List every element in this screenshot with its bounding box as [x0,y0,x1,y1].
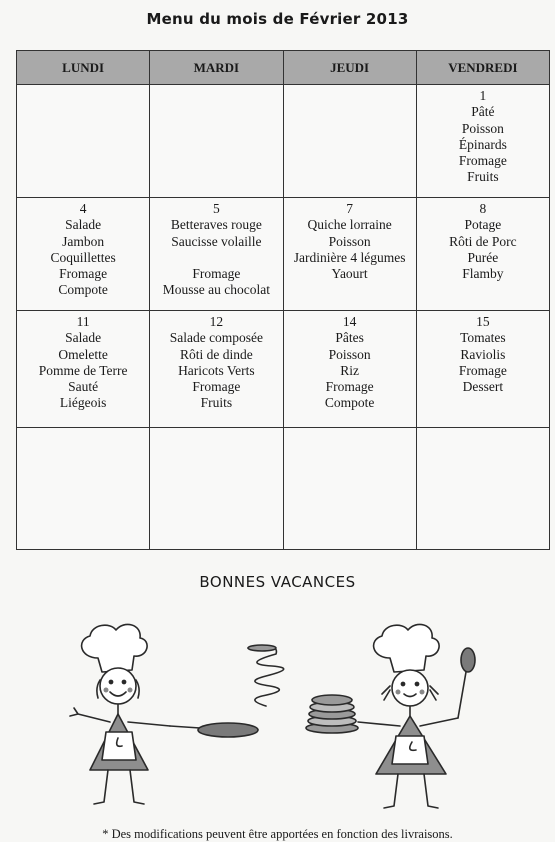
menu-item: Potage [464,217,502,233]
menu-item: Salade [65,330,102,346]
right-chef-hat-icon [374,624,440,672]
menu-item: Coquillettes [50,249,116,265]
menu-date: 15 [476,314,490,329]
menu-item: Poisson [328,346,371,362]
menu-date: 11 [76,314,90,329]
menu-item: Fromage [458,362,507,378]
menu-item: Riz [340,362,359,378]
frying-pan-icon [170,726,200,728]
menu-item: Fromage [192,379,241,395]
menu-day-cell [416,85,549,198]
menu-item: Fruits [200,395,233,411]
menu-table [16,50,550,550]
menu-day-cell [416,311,549,428]
day-header-monday: LUNDI [17,51,150,85]
menu-item: Pâté [471,104,495,120]
menu-day-cell [17,85,150,198]
menu-day-cell [416,428,549,550]
menu-item: Épinards [458,136,507,152]
menu-item: Haricots Verts [178,362,255,378]
menu-day-cell [17,311,150,428]
menu-item: Tomates [460,330,506,346]
menu-item [152,250,280,266]
menu-date: 5 [213,201,220,216]
menu-date: 14 [342,314,357,329]
menu-day-cell [283,428,416,550]
holiday-message: BONNES VACANCES [199,573,356,591]
menu-item: Compote [324,395,375,411]
menu-item: Purée [467,249,499,265]
left-chef-face-icon [100,668,136,704]
menu-item: Yaourt [331,266,368,282]
menu-item: Quiche lorraine [307,217,392,233]
menu-day-cell [150,428,283,550]
menu-date: 1 [479,88,487,103]
menu-item: Fromage [192,266,241,282]
menu-day-cell [283,85,416,198]
page-title: Menu du mois de Février 2013 [146,10,409,28]
menu-item: Omelette [58,346,108,362]
menu-item: Mousse au chocolat [162,282,270,298]
left-chef-hat-icon [82,624,148,672]
menu-day-cell [283,198,416,311]
menu-item: Sauté [68,379,99,395]
menu-item: Fromage [325,379,374,395]
menu-item: Pâtes [335,330,364,346]
menu-item: Salade [65,217,102,233]
menu-item: Flamby [462,266,504,282]
menu-day-cell [283,311,416,428]
menu-item: Fromage [59,266,108,282]
menu-item: Betteraves rouge [170,217,262,233]
right-chef-face-icon [392,670,428,706]
menu-item: Compote [58,282,108,298]
day-header-friday: VENDREDI [416,51,549,85]
menu-item: Pomme de Terre [38,362,128,378]
day-header-thursday: JEUDI [283,51,416,85]
menu-item: Poisson [328,233,371,249]
day-header-tuesday: MARDI [150,51,283,85]
menu-day-cell [416,198,549,311]
menu-date: 8 [479,201,487,216]
chef-children-illustration [40,610,520,815]
menu-week-row [17,311,550,428]
menu-item: Rôti de dinde [180,346,253,362]
menu-date: 12 [209,314,224,329]
menu-item: Fruits [467,169,499,185]
menu-day-cell [17,428,150,550]
menu-date: 7 [346,201,353,216]
menu-item: Poisson [461,120,504,136]
menu-item: Dessert [462,379,504,395]
footnote: * Des modifications peuvent être apportées en fonction des livraisons. [102,827,453,841]
menu-item: Saucisse volaille [171,233,262,249]
menu-item: Jardinière 4 légumes [293,249,406,265]
menu-item: Fromage [458,153,507,169]
menu-date: 4 [79,201,87,216]
menu-day-cell [17,198,150,311]
pancake-stack-icon [306,695,358,733]
day-header-row [17,51,550,85]
menu-day-cell [150,311,283,428]
menu-item: Jambon [62,233,105,249]
menu-week-row [17,428,550,550]
menu-item: Salade composée [169,330,264,346]
menu-item: Rôti de Porc [449,233,517,249]
menu-day-cell [150,85,283,198]
menu-week-row [17,198,550,311]
menu-day-cell [150,198,283,311]
pancake-swirl-icon [248,646,284,706]
menu-item: Liégeois [59,395,107,411]
menu-item: Raviolis [460,346,506,362]
menu-week-row [17,85,550,198]
wooden-spoon-icon [458,672,466,718]
